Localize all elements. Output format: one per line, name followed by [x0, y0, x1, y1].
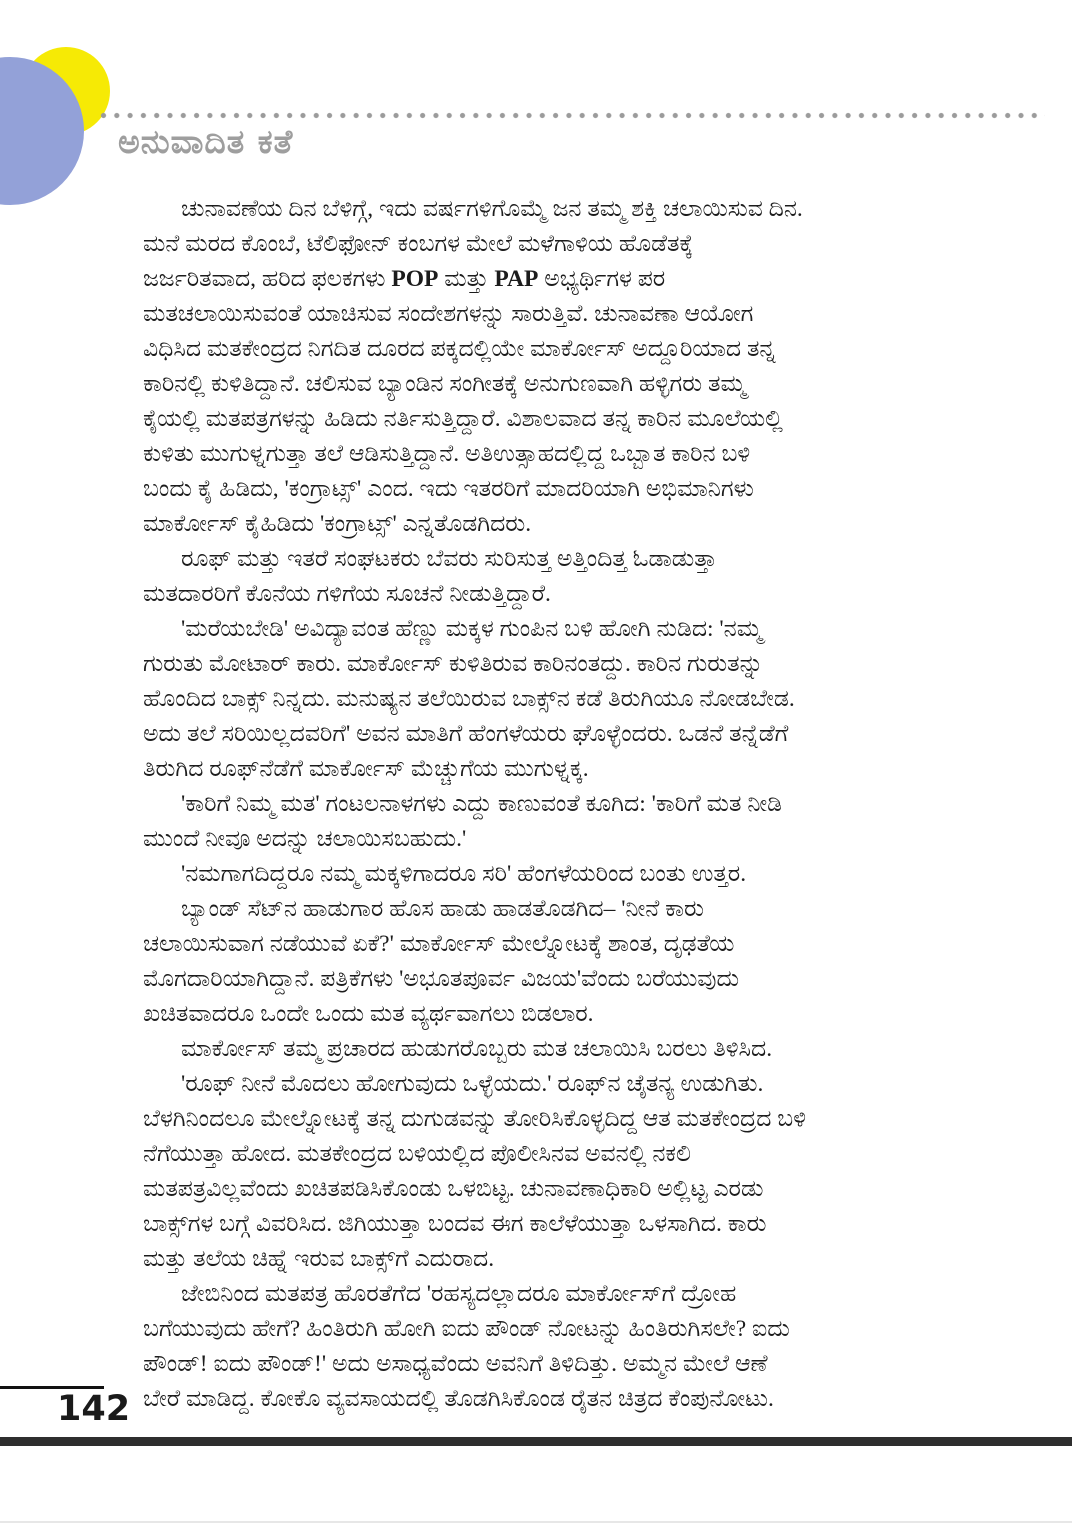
text-line: ನೆಗೆಯುತ್ತಾ ಹೋದ. ಮತಕೇಂದ್ರದ ಬಳಿಯಲ್ಲಿದ ಪೊಲೀಸಿನವ ಅವನಲ್ಲಿ ನಕಲಿ [143, 1141, 691, 1167]
page-title: ಅನುವಾದಿತ ಕತೆ [118, 122, 294, 161]
text-line: ಹೊಂದಿದ ಬಾಕ್ಸ್ ನಿನ್ನದು. ಮನುಷ್ಯನ ತಲೆಯಿರುವ ಬಾಕ್ಸ್‌ನ ಕಡೆ ತಿರುಗಿಯೂ ನೋಡಬೇಡ. [143, 686, 795, 712]
text-line: ಮನೆ ಮರದ ಕೊಂಬೆ, ಟೆಲಿಫೋನ್ ಕಂಬಗಳ ಮೇಲೆ ಮಳೆಗಾಳಿಯ ಹೊಡೆತಕ್ಕೆ [143, 231, 694, 257]
text-line: ವಿಧಿಸಿದ ಮತಕೇಂದ್ರದ ನಿಗದಿತ ದೂರದ ಪಕ್ಕದಲ್ಲಿಯೇ ಮಾರ್ಕೋಸ್ ಅದ್ದೂರಿಯಾದ ತನ್ನ [143, 336, 776, 362]
text-line: ಬೆಳಗಿನಿಂದಲೂ ಮೇಲ್ನೋಟಕ್ಕೆ ತನ್ನ ದುಗುಡವನ್ನು ತೋರಿಸಿಕೊಳ್ಳದಿದ್ದ ಆತ ಮತಕೇಂದ್ರದ ಬಳಿ [143, 1106, 807, 1132]
text-line: ಬಂದು ಕೈ ಹಿಡಿದು, 'ಕಂಗ್ರಾಟ್ಸ್' ಎಂದ. ಇದು ಇತರರಿಗೆ ಮಾದರಿಯಾಗಿ ಅಭಿಮಾನಿಗಳು [143, 476, 754, 502]
text-line: ಮತ್ತು ತಲೆಯ ಚಿಹ್ನೆ ಇರುವ ಬಾಕ್ಸ್‌ಗೆ ಎದುರಾದ. [143, 1246, 495, 1272]
text-line: ತಿರುಗಿದ ರೂಫ್‌ನೆಡೆಗೆ ಮಾರ್ಕೋಸ್ ಮೆಚ್ಚುಗೆಯ ಮುಗುಳ್ನಕ್ಕ. [143, 756, 589, 782]
text-line: ಅದು ತಲೆ ಸರಿಯಿಲ್ಲದವರಿಗೆ' ಅವನ ಮಾತಿಗೆ ಹೆಂಗಳೆಯರು ಘೊಳ್ಳೆಂದರು. ಒಡನೆ ತನ್ನೆಡೆಗೆ [143, 721, 789, 747]
text-line: ಮಾರ್ಕೋಸ್ ಕೈಹಿಡಿದು 'ಕಂಗ್ರಾಟ್ಸ್' ಎನ್ನತೊಡಗಿದರು. [143, 511, 532, 537]
text-line: 'ನಮಗಾಗದಿದ್ದರೂ ನಮ್ಮ ಮಕ್ಕಳಿಗಾದರೂ ಸರಿ' ಹೆಂಗಳೆಯರಿಂದ ಬಂತು ಉತ್ತರ. [181, 861, 747, 887]
paragraph [143, 857, 943, 892]
text-line: ಮತದಾರರಿಗೆ ಕೊನೆಯ ಗಳಿಗೆಯ ಸೂಚನೆ ನೀಡುತ್ತಿದ್ದಾರೆ. [143, 581, 551, 607]
bottom-bar [0, 1437, 1072, 1446]
paragraph [143, 1277, 943, 1417]
text-line: ಮಾರ್ಕೋಸ್ ತಮ್ಮ ಪ್ರಚಾರದ ಹುಡುಗರೊಬ್ಬರು ಮತ ಚಲಾಯಿಸಿ ಬರಲು ತಿಳಿಸಿದ. [181, 1036, 773, 1062]
text-line: 'ಕಾರಿಗೆ ನಿಮ್ಮ ಮತ' ಗಂಟಲನಾಳಗಳು ಎದ್ದು ಕಾಣುವಂತೆ ಕೂಗಿದ: 'ಕಾರಿಗೆ ಮತ ನೀಡಿ [181, 791, 782, 817]
text-line: ಕೈಯಲ್ಲಿ ಮತಪತ್ರಗಳನ್ನು ಹಿಡಿದು ನರ್ತಿಸುತ್ತಿದ್ದಾರೆ. ವಿಶಾಲವಾದ ತನ್ನ ಕಾರಿನ ಮೂಲೆಯಲ್ಲಿ [143, 406, 783, 432]
text-line: ಗುರುತು ಮೋಟಾರ್ ಕಾರು. ಮಾರ್ಕೋಸ್ ಕುಳಿತಿರುವ ಕಾರಿನಂತದ್ದು. ಕಾರಿನ ಗುರುತನ್ನು [143, 651, 764, 677]
text-line: ಬೇರೆ ಮಾಡಿದ್ದ. ಕೋಕೊ ವ್ಯವಸಾಯದಲ್ಲಿ ತೊಡಗಿಸಿಕೊಂಡ ರೈತನ ಚಿತ್ರದ ಕೆಂಪುನೋಟು. [143, 1386, 774, 1412]
text-line: ಮುಂದೆ ನೀವೂ ಅದನ್ನು ಚಲಾಯಿಸಬಹುದು.' [143, 826, 467, 852]
text-line: ರೂಫ್ ಮತ್ತು ಇತರೆ ಸಂಘಟಕರು ಬೆವರು ಸುರಿಸುತ್ತ ಅತ್ತಿಂದಿತ್ತ ಓಡಾಡುತ್ತಾ [181, 546, 717, 572]
paragraph [143, 892, 943, 1032]
page-bottom-edge [0, 1521, 1072, 1523]
text-line: ಕುಳಿತು ಮುಗುಳ್ನಗುತ್ತಾ ತಲೆ ಆಡಿಸುತ್ತಿದ್ದಾನೆ. ಅತಿಉತ್ಸಾಹದಲ್ಲಿದ್ದ ಒಬ್ಬಾತ ಕಾರಿನ ಬಳಿ [143, 441, 751, 467]
text-line: ಚಲಾಯಿಸುವಾಗ ನಡೆಯುವೆ ಏಕೆ?' ಮಾರ್ಕೋಸ್ ಮೇಲ್ನೋಟಕ್ಕೆ ಶಾಂತ, ದೃಢತೆಯ [143, 931, 735, 957]
text-line: ಬಾಕ್ಸ್‌ಗಳ ಬಗ್ಗೆ ವಿವರಿಸಿದ. ಜಿಗಿಯುತ್ತಾ ಬಂದವ ಈಗ ಕಾಲೆಳೆಯುತ್ತಾ ಒಳಸಾಗಿದ. ಕಾರು [143, 1211, 767, 1237]
text-line: ಜೇಬಿನಿಂದ ಮತಪತ್ರ ಹೊರತೆಗೆದ 'ರಹಸ್ಯದಲ್ಲಾದರೂ ಮಾರ್ಕೋಸ್‌ಗೆ ದ್ರೋಹ [181, 1281, 737, 1307]
paragraph [143, 542, 943, 612]
paragraph [143, 1032, 943, 1067]
text-line: ಜರ್ಜರಿತವಾದ, ಹರಿದ ಫಲಕಗಳು POP ಮತ್ತು PAP ಅಭ್ಯರ್ಥಿಗಳ ಪರ [143, 266, 666, 292]
text-line: ಮತಪತ್ರವಿಲ್ಲವೆಂದು ಖಚಿತಪಡಿಸಿಕೊಂಡು ಒಳಬಿಟ್ಟ. ಚುನಾವಣಾಧಿಕಾರಿ ಅಲ್ಲಿಟ್ಟ ಎರಡು [143, 1176, 764, 1202]
text-line: ಬ್ಯಾಂಡ್ ಸೆಟ್‌ನ ಹಾಡುಗಾರ ಹೊಸ ಹಾಡು ಹಾಡತೊಡಗಿದ– 'ನೀನೆ ಕಾರು [181, 896, 704, 922]
paragraph [143, 787, 943, 857]
paragraph [143, 1067, 943, 1277]
paragraph [143, 192, 943, 542]
text-line: ಕಾರಿನಲ್ಲಿ ಕುಳಿತಿದ್ದಾನೆ. ಚಲಿಸುವ ಬ್ಯಾಂಡಿನ ಸಂಗೀತಕ್ಕೆ ಅನುಗುಣವಾಗಿ ಹಳ್ಳಿಗರು ತಮ್ಮ [143, 371, 746, 397]
paragraph [143, 612, 943, 787]
text-line: ಬಗೆಯುವುದು ಹೇಗೆ? ಹಿಂತಿರುಗಿ ಹೋಗಿ ಐದು ಪೌಂಡ್ ನೋಟನ್ನು ಹಿಂತಿರುಗಿಸಲೇ? ಐದು [143, 1316, 790, 1342]
text-line: ಖಚಿತವಾದರೂ ಒಂದೇ ಒಂದು ಮತ ವ್ಯರ್ಥವಾಗಲು ಬಿಡಲಾರ. [143, 1001, 594, 1027]
text-line: 'ಮರೆಯಬೇಡಿ' ಅವಿದ್ಯಾವಂತ ಹೆಣ್ಣು ಮಕ್ಕಳ ಗುಂಪಿನ ಬಳಿ ಹೋಗಿ ನುಡಿದ: 'ನಮ್ಮ [181, 616, 763, 642]
dotted-divider [100, 112, 1045, 119]
text-line: ಮೊಗದಾರಿಯಾಗಿದ್ದಾನೆ. ಪತ್ರಿಕೆಗಳು 'ಅಭೂತಪೂರ್ವ ವಿಜಯ'ವೆಂದು ಬರೆಯುವುದು [143, 966, 740, 992]
text-line: ಚುನಾವಣೆಯ ದಿನ ಬೆಳಿಗ್ಗೆ, ಇದು ವರ್ಷಗಳಿಗೊಮ್ಮೆ ಜನ ತಮ್ಮ ಶಕ್ತಿ ಚಲಾಯಿಸುವ ದಿನ. [181, 196, 803, 222]
text-line: ಪೌಂಡ್! ಐದು ಪೌಂಡ್!' ಅದು ಅಸಾಧ್ಯವೆಂದು ಅವನಿಗೆ ತಿಳಿದಿತ್ತು. ಅಮ್ಮನ ಮೇಲೆ ಆಣೆ [143, 1351, 768, 1377]
body-text [143, 192, 943, 1417]
text-line: ಮತಚಲಾಯಿಸುವಂತೆ ಯಾಚಿಸುವ ಸಂದೇಶಗಳನ್ನು ಸಾರುತ್ತಿವೆ. ಚುನಾವಣಾ ಆಯೋಗ [143, 301, 754, 327]
page-number: 142 [57, 1389, 131, 1429]
text-line: 'ರೂಫ್ ನೀನೆ ಮೊದಲು ಹೋಗುವುದು ಒಳ್ಳೆಯದು.' ರೂಫ್‌ನ ಚೈತನ್ಯ ಉಡುಗಿತು. [181, 1071, 764, 1097]
